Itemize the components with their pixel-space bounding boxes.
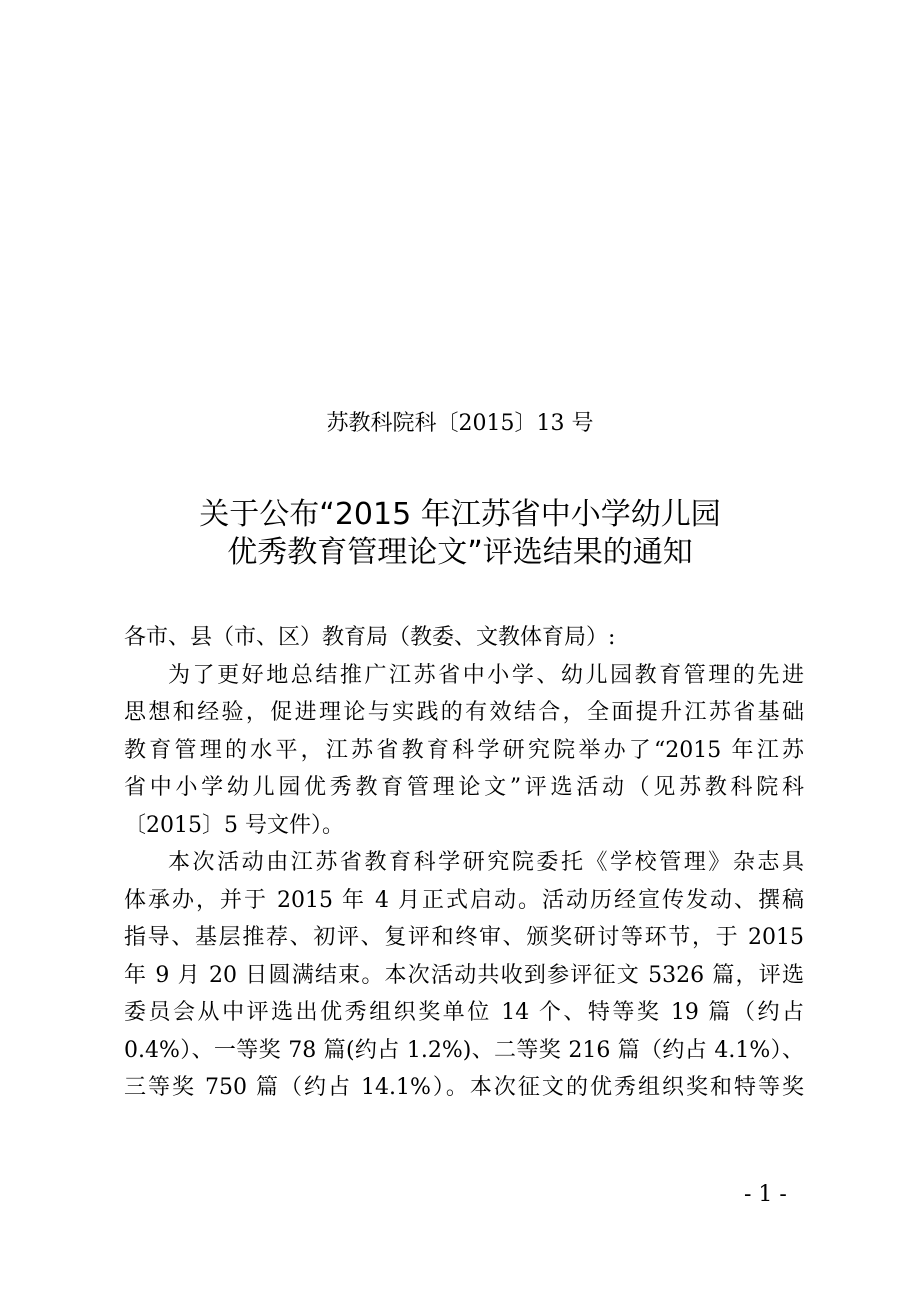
document-body (124, 619, 804, 1107)
paragraph-1-line-5: 〔2015〕5 号文件）。 (124, 812, 344, 838)
paragraph-2-line-3: 指导、基层推荐、初评、复评和终审、颁奖研讨等环节，于 2015 (124, 925, 804, 950)
page-number: - 1 - (744, 1182, 787, 1207)
paragraph-2-line-2: 体承办，并于 2015 年 4 月正式启动。活动历经宣传发动、撰稿 (124, 887, 804, 913)
paragraph-2-line-1: 本次活动由江苏省教育科学研究院委托《学校管理》杂志具 (168, 850, 804, 875)
paragraph-2-line-7: 三等奖 750 篇（约占 14.1%）。本次征文的优秀组织奖和特等奖 (124, 1075, 804, 1100)
paragraph-1-line-1: 为了更好地总结推广江苏省中小学、幼儿园教育管理的先进 (168, 662, 804, 688)
title-line-2: 优秀教育管理论文”评选结果的通知 (227, 535, 693, 570)
title-line-1: 关于公布“2015 年江苏省中小学幼儿园 (199, 497, 721, 532)
document-number: 苏教科院科〔2015〕13 号 (326, 411, 594, 436)
paragraph-2-line-6: 0.4%）、一等奖 78 篇(约占 1.2%)、二等奖 216 篇（约占 4.1%）、 (124, 1037, 804, 1063)
paragraph-2-line-5: 委员会从中评选出优秀组织奖单位 14 个、特等奖 19 篇（约占 (124, 1000, 804, 1025)
paragraph-2-line-4: 年 9 月 20 日圆满结束。本次活动共收到参评征文 5326 篇，评选 (124, 962, 804, 988)
salutation: 各市、县（市、区）教育局（教委、文教体育局）: (124, 625, 616, 650)
paragraph-1-line-3: 教育管理的水平，江苏省教育科学研究院举办了“2015 年江苏 (124, 737, 804, 763)
paragraph-1-line-4: 省中小学幼儿园优秀教育管理论文”评选活动（见苏教科院科 (124, 775, 804, 800)
paragraph-1-line-2: 思想和经验，促进理论与实践的有效结合，全面提升江苏省基础 (124, 700, 804, 725)
document-title (0, 496, 920, 572)
